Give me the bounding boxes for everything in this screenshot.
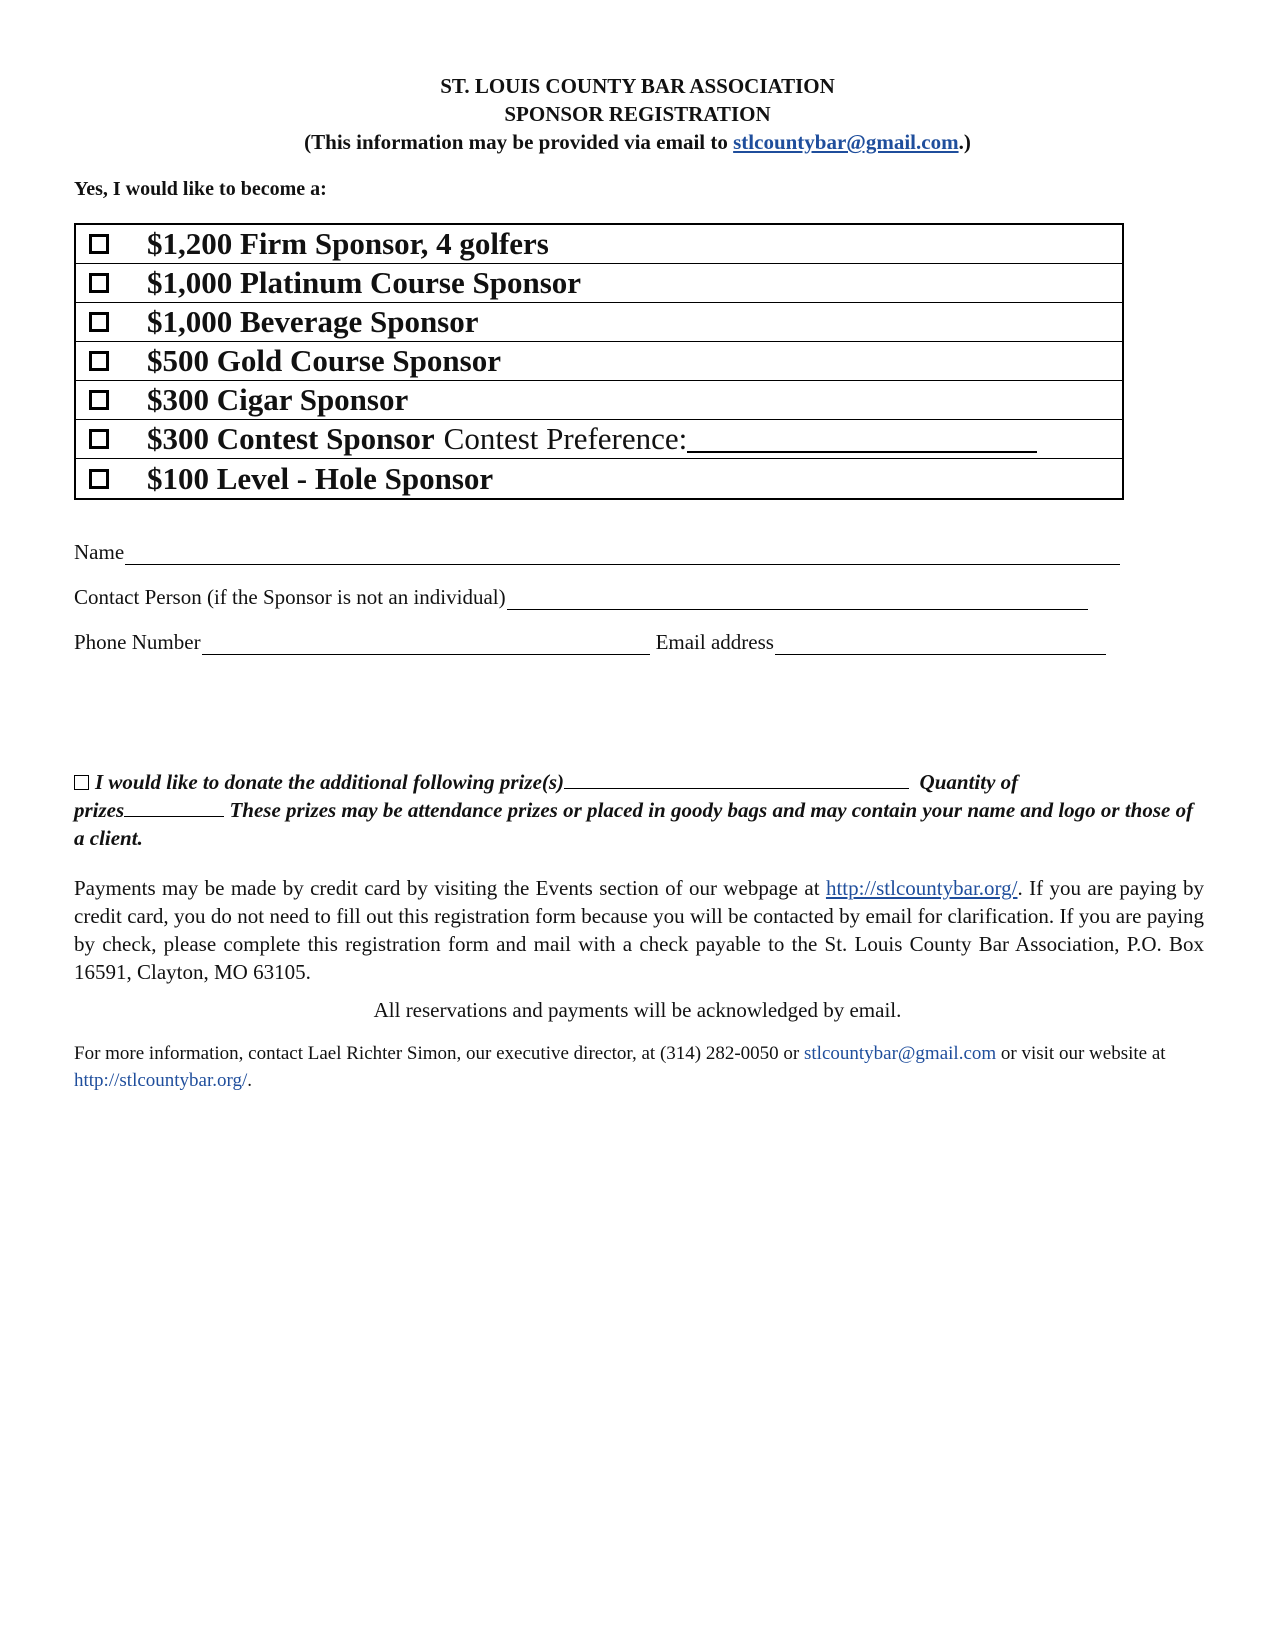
prize-text-4: These prizes may be attendance prizes or placed in goody bags and may contain your name and logo or those of a client. — [74, 798, 1194, 850]
prize-text-2: Quantity of — [919, 770, 1019, 794]
option-label: $500 Gold Course Sponsor — [147, 343, 501, 378]
email-note-post: .) — [958, 130, 971, 154]
option-row[interactable] — [76, 342, 1122, 381]
option-label: $300 Contest Sponsor — [147, 421, 435, 456]
contact-website-link[interactable]: http://stlcountybar.org/ — [74, 1070, 248, 1091]
prize-field[interactable] — [564, 770, 909, 789]
contact-field-row — [74, 585, 1088, 610]
org-heading: ST. LOUIS COUNTY BAR ASSOCIATION — [440, 74, 835, 98]
phone-email-row — [74, 630, 1106, 655]
email-note-pre: (This information may be provided via email to — [304, 130, 734, 154]
more-info-pre: For more information, contact Lael Richter Simon, our executive director, at (314) 282-0050 or — [74, 1043, 804, 1064]
more-info-mid: or visit our website at — [996, 1043, 1166, 1064]
email-label: Email address — [655, 630, 774, 654]
option-label: $100 Level - Hole Sponsor — [147, 460, 494, 496]
checkbox[interactable] — [89, 312, 109, 332]
option-label: $1,200 Firm Sponsor, 4 golfers — [147, 226, 549, 261]
email-note — [0, 128, 1275, 156]
sponsor-options-table — [74, 223, 1124, 500]
phone-field[interactable] — [202, 634, 650, 655]
more-info-post: . — [247, 1070, 253, 1091]
checkbox[interactable] — [89, 429, 109, 449]
option-row[interactable] — [76, 459, 1122, 498]
phone-label: Phone Number — [74, 630, 201, 654]
more-info-paragraph — [74, 1040, 1204, 1094]
email-link[interactable]: stlcountybar@gmail.com — [733, 130, 959, 154]
contest-preference-field[interactable] — [687, 425, 1037, 453]
checkbox[interactable] — [89, 351, 109, 371]
name-field-row — [74, 540, 1120, 565]
name-field[interactable] — [125, 544, 1120, 565]
contact-field[interactable] — [507, 589, 1088, 610]
option-label: $1,000 Platinum Course Sponsor — [147, 265, 582, 300]
payment-pre: Payments may be made by credit card by visiting the Events section of our webpage at — [74, 876, 826, 900]
prize-checkbox[interactable] — [74, 775, 89, 790]
checkbox[interactable] — [89, 469, 109, 489]
name-label: Name — [74, 540, 125, 564]
intro-text: Yes, I would like to become a: — [74, 178, 327, 200]
checkbox[interactable] — [89, 234, 109, 254]
option-row[interactable] — [76, 303, 1122, 342]
option-row[interactable] — [76, 225, 1122, 264]
page-title: SPONSOR REGISTRATION — [504, 102, 771, 126]
website-link[interactable]: http://stlcountybar.org/ — [825, 876, 1018, 900]
option-row[interactable] — [76, 264, 1122, 303]
checkbox[interactable] — [89, 390, 109, 410]
contest-preference-label: Contest Preference: — [443, 421, 688, 456]
checkbox[interactable] — [89, 273, 109, 293]
prize-text-3: prizes — [74, 798, 125, 822]
contact-email-link[interactable]: stlcountybar@gmail.com — [804, 1043, 997, 1064]
option-label: $300 Cigar Sponsor — [147, 382, 409, 417]
payment-paragraph — [74, 874, 1204, 986]
email-field[interactable] — [775, 634, 1106, 655]
quantity-field[interactable] — [124, 798, 224, 817]
payment-post: . If you are paying by credit card, you do not need to fill out this registration form because you will be contacted by email for clarification. If you are paying by check, please complete this registration form and mail with a check payable to the St. Louis County Bar Association, P.O. Box 16591, Clayton, MO 63105. — [74, 876, 1204, 984]
prize-text-1: I would like to donate the additional following prize(s) — [95, 770, 565, 794]
option-row[interactable] — [76, 381, 1122, 420]
contact-label: Contact Person (if the Sponsor is not an individual) — [74, 585, 506, 609]
acknowledgement-text: All reservations and payments will be acknowledged by email. — [373, 998, 902, 1022]
prize-donation-block — [74, 768, 1204, 852]
option-row[interactable] — [76, 420, 1122, 459]
option-label: $1,000 Beverage Sponsor — [147, 304, 479, 339]
